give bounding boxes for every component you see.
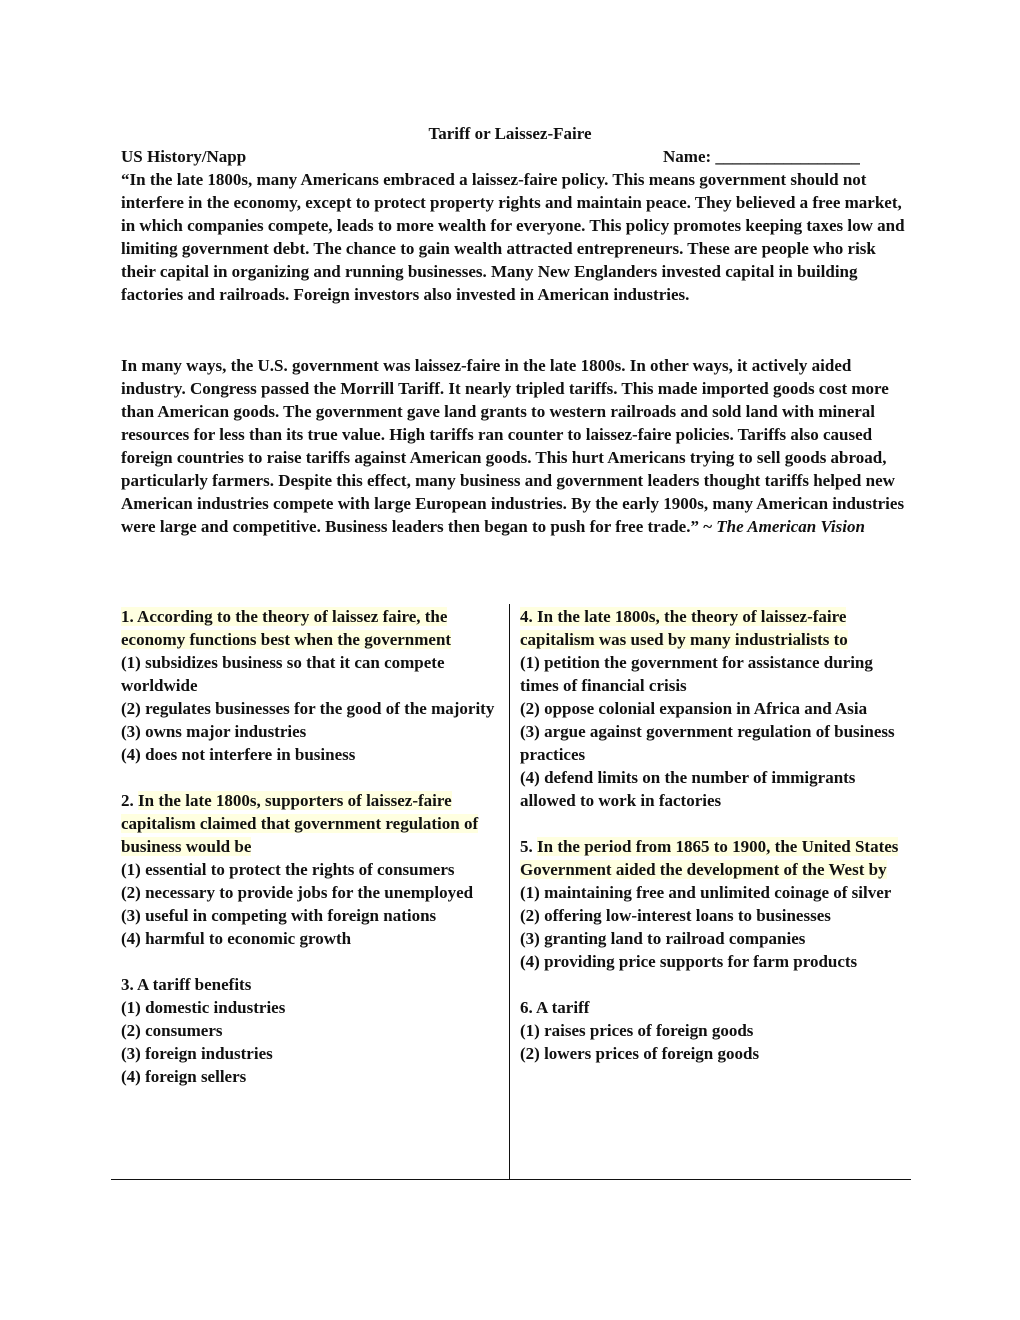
answer-option: (4) does not interfere in business [121,745,356,764]
answer-option: (1) maintaining free and unlimited coinage of silver [520,883,892,902]
answer-option: (3) useful in competing with foreign nations [121,906,437,925]
question-stem: 3. A tariff benefits [121,975,252,994]
answer-option: (2) lowers prices of foreign goods [520,1044,760,1063]
answer-option: (1) raises prices of foreign goods [520,1021,754,1040]
answer-option: (2) regulates businesses for the good of the majority [121,699,495,718]
answer-option: (3) granting land to railroad companies [520,929,806,948]
question-2 [121,789,506,950]
question-6 [520,996,905,1065]
column-divider [509,604,510,1180]
answer-option: (4) providing price supports for farm products [520,952,858,971]
question-stem: 1. According to the theory of laissez faire, the economy functions best when the government [121,607,452,649]
question-stem: 4. In the late 1800s, the theory of laissez-faire capitalism was used by many industrialists to [520,607,848,649]
questions-right-column [520,605,905,1088]
reading-paragraph-2 [121,354,911,538]
source-citation: The American Vision [716,517,865,536]
course-label: US History/Napp [121,147,247,166]
answer-option: (1) domestic industries [121,998,286,1017]
question-stem: In the late 1800s, supporters of laissez-faire capitalism claimed that government regulation of business would be [121,791,479,856]
question-stem: 6. A tariff [520,998,590,1017]
name-field-label: Name: _________________ [663,147,860,166]
bottom-rule [111,1179,911,1180]
answer-option: (2) offering low-interest loans to businesses [520,906,831,925]
answer-option: (4) foreign sellers [121,1067,247,1086]
worksheet-title: Tariff or Laissez-Faire [428,124,592,143]
answer-option: (2) consumers [121,1021,223,1040]
questions-left-column [121,605,506,1111]
answer-option: (3) foreign industries [121,1044,273,1063]
question-number: 5. [520,837,537,856]
answer-option: (2) necessary to provide jobs for the unemployed [121,883,474,902]
question-1 [121,605,506,766]
answer-option: (4) harmful to economic growth [121,929,352,948]
reading-paragraph-1: “In the late 1800s, many Americans embraced a laissez-faire policy. This means government should not interfere in the economy, except to protect property rights and maintain peace. They believed a free market, in which companies compete, leads to more wealth for everyone. This policy promotes keeping taxes low and limiting government debt. The chance to gain wealth attracted entrepreneurs. These are people who risk their capital in organizing and running businesses. Many New Englanders invested capital in building factories and railroads. Foreign investors also invested in American industries. [121,170,905,304]
question-3 [121,973,506,1088]
answer-option: (2) oppose colonial expansion in Africa and Asia [520,699,868,718]
answer-option: (3) owns major industries [121,722,307,741]
answer-option: (1) subsidizes business so that it can compete worldwide [121,653,445,695]
question-4 [520,605,905,812]
question-number: 2. [121,791,138,810]
question-5 [520,835,905,973]
answer-option: (3) argue against government regulation of business practices [520,722,895,764]
answer-option: (1) petition the government for assistance during times of financial crisis [520,653,873,695]
question-stem: In the period from 1865 to 1900, the United States Government aided the development of the West by [520,837,899,879]
reading-paragraph-2-text: In many ways, the U.S. government was laissez-faire in the late 1800s. In other ways, it actively aided industry. Congress passed the Morrill Tariff. It nearly tripled tariffs. This made imported goods cost more than American goods. The government gave land grants to western railroads and sold land with mineral resources for less than its true value. High tariffs ran counter to laissez-faire policies. Tariffs also caused foreign countries to raise tariffs against American goods. This hurt Americans trying to sell goods abroad, particularly farmers. Despite this effect, many business and government leaders thought tariffs helped new American industries compete with large European industries. By the early 1900s, many American industries were large and competitive. Business leaders then began to push for free trade.” ~ [121,356,905,536]
answer-option: (4) defend limits on the number of immigrants allowed to work in factories [520,768,856,810]
answer-option: (1) essential to protect the rights of consumers [121,860,455,879]
